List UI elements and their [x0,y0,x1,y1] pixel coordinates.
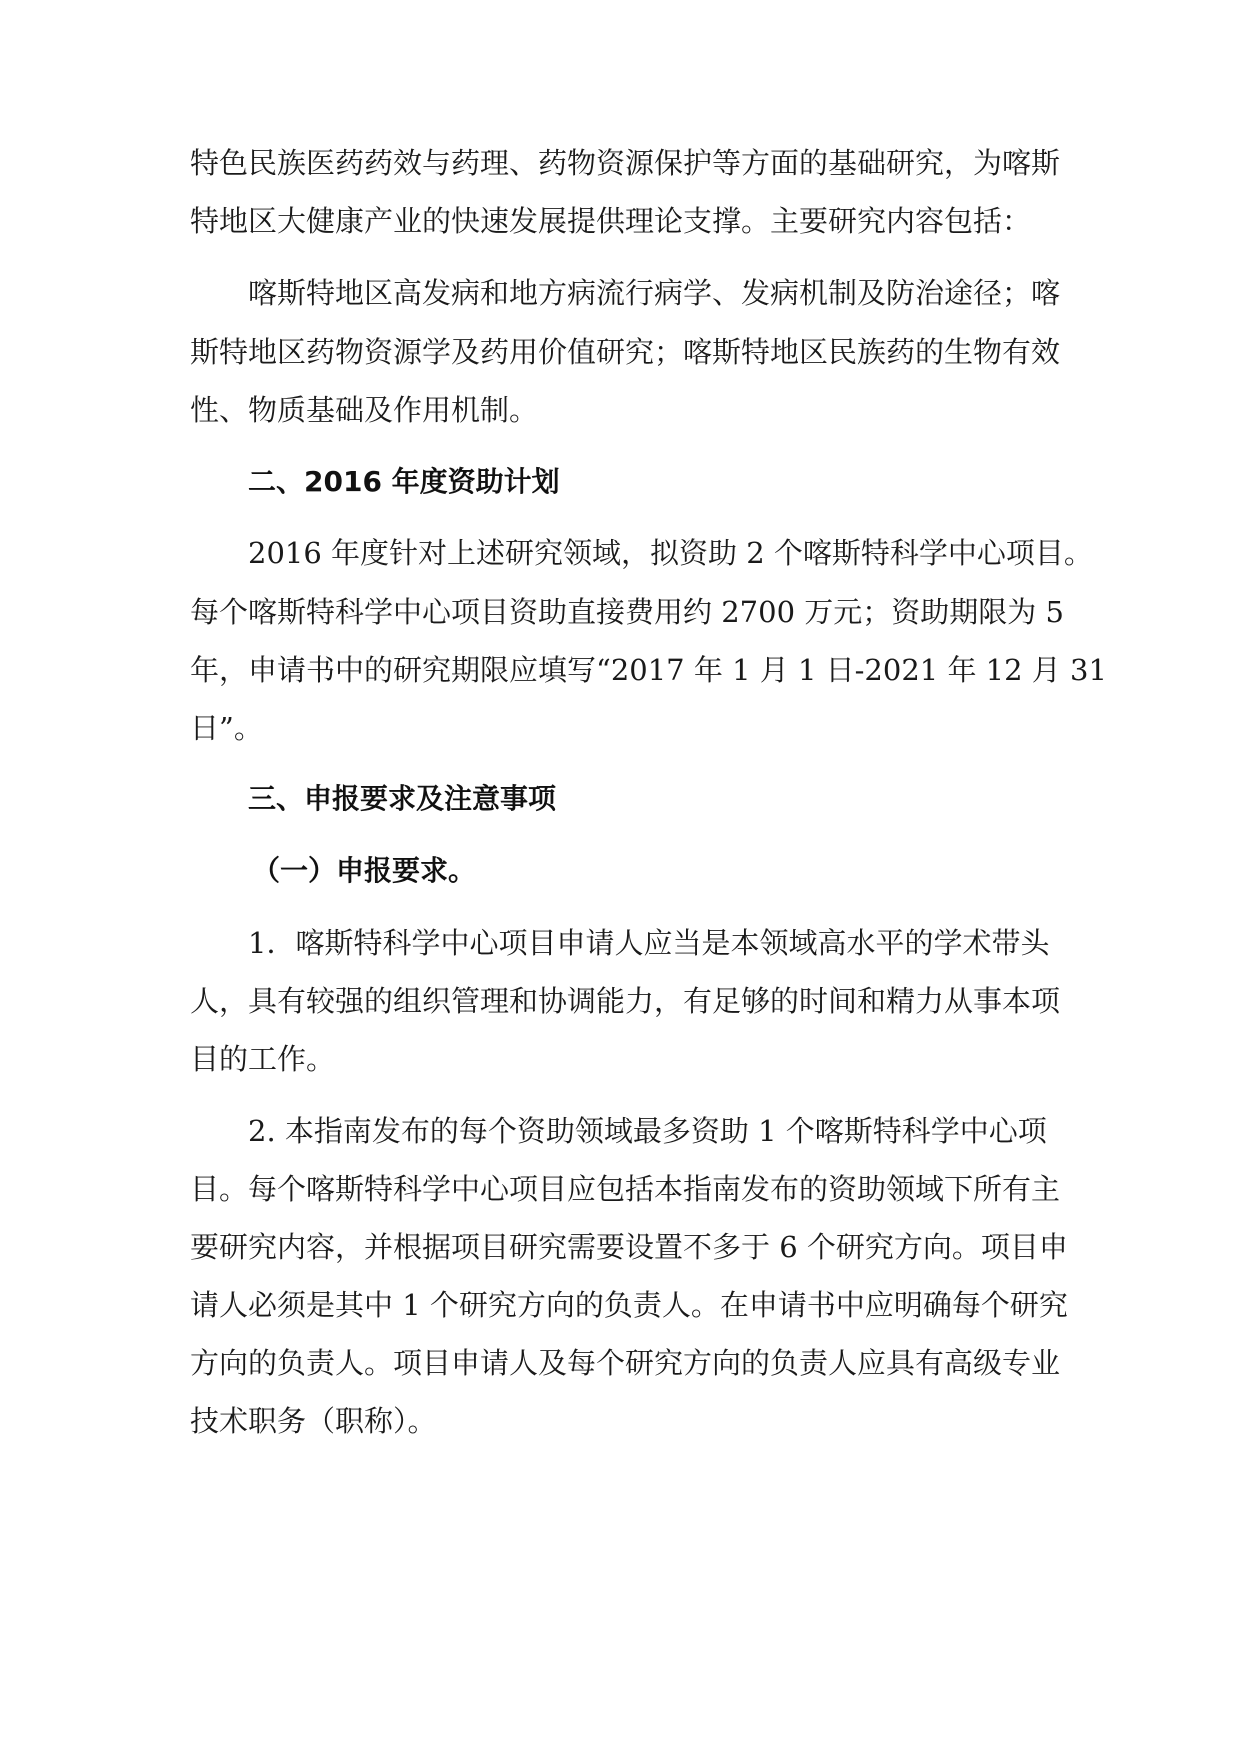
section-heading: 二、2016 年度资助计划 [248,465,560,498]
paragraph-line: 性、物质基础及作用机制。 [190,393,539,427]
list-item-line: 要研究内容，并根据项目研究需要设置不多于 6 个研究方向。项目申 [190,1230,1068,1264]
list-item-line: 方向的负责人。项目申请人及每个研究方向的负责人应具有高级专业 [190,1346,1061,1380]
paragraph-line: 年，申请书中的研究期限应填写“2017 年 1 月 1 日-2021 年 12 月 31 [190,653,1107,687]
list-item-line: 请人必须是其中 1 个研究方向的负责人。在申请书中应明确每个研究 [190,1288,1068,1322]
list-item-line: 目。每个喀斯特科学中心项目应包括本指南发布的资助领域下所有主 [190,1172,1061,1206]
subsection-heading: （一）申报要求。 [252,854,477,887]
paragraph-line: 斯特地区药物资源学及药用价值研究；喀斯特地区民族药的生物有效 [190,335,1061,369]
list-item-line: 技术职务（职称）。 [190,1404,437,1438]
section-heading: 三、申报要求及注意事项 [248,782,557,815]
paragraph-line: 日”。 [190,711,263,745]
list-item-line: 2. 本指南发布的每个资助领域最多资助 1 个喀斯特科学中心项 [248,1114,1047,1148]
paragraph-line: 2016 年度针对上述研究领域，拟资助 2 个喀斯特科学中心项目。 [248,536,1093,570]
paragraph-line: 每个喀斯特科学中心项目资助直接费用约 2700 万元；资助期限为 5 [190,595,1064,629]
paragraph-line: 特色民族医药药效与药理、药物资源保护等方面的基础研究，为喀斯 [190,146,1061,180]
paragraph-line: 特地区大健康产业的快速发展提供理论支撑。主要研究内容包括： [190,204,1032,238]
list-item-line: 1．喀斯特科学中心项目申请人应当是本领域高水平的学术带头 [248,926,1050,960]
list-item-line: 人，具有较强的组织管理和协调能力，有足够的时间和精力从事本项 [190,984,1061,1018]
paragraph-line: 喀斯特地区高发病和地方病流行病学、发病机制及防治途径；喀 [248,276,1061,310]
list-item-line: 目的工作。 [190,1042,336,1076]
